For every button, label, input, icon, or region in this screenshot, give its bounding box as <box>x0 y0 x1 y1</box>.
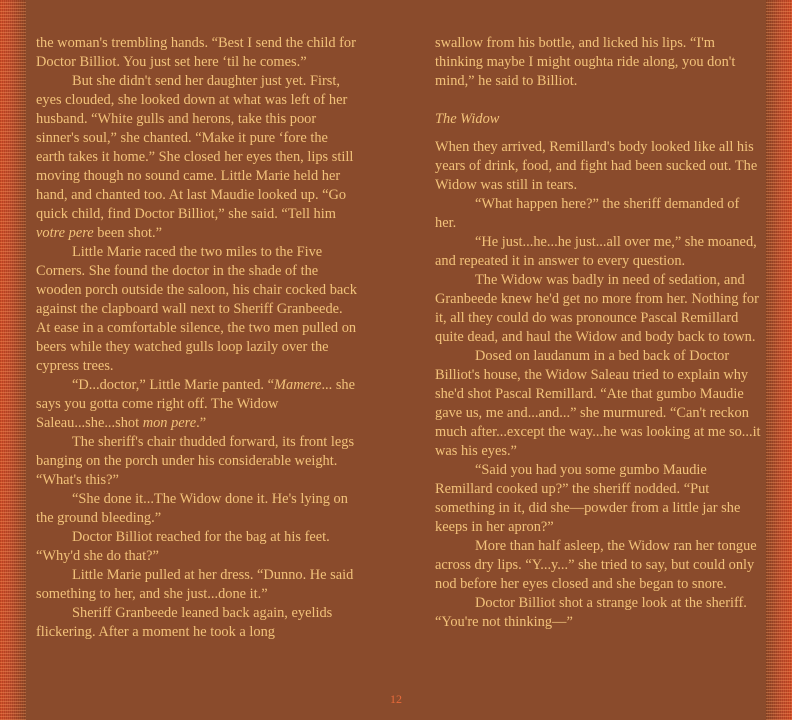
paragraph <box>36 376 358 433</box>
paragraph <box>36 566 358 604</box>
paragraph <box>36 528 358 566</box>
text-run: “D...doctor,” Little Marie panted. “ <box>72 377 275 393</box>
text-run: been shot.” <box>93 225 163 241</box>
paragraph <box>36 490 358 528</box>
paragraph <box>435 233 761 271</box>
paragraph <box>36 243 358 376</box>
right-text-column <box>435 34 761 632</box>
text-run: Sheriff Granbeede leaned back again, eyelids flickering. After a moment he took a long <box>36 605 333 640</box>
paragraph <box>36 72 358 243</box>
italic-text: votre pere <box>36 225 94 241</box>
text-run: swallow from his bottle, and licked his lips. “I'm thinking maybe I might oughta ride along, you don't mind,” he said to Billiot. <box>435 35 736 89</box>
text-run: Doctor Billiot shot a strange look at the sheriff. “You're not thinking—” <box>435 595 747 630</box>
text-run: The sheriff's chair thudded forward, its front legs banging on the porch under his considerable weight. “What's this?” <box>36 434 355 488</box>
text-run: “What happen here?” the sheriff demanded of her. <box>435 196 740 231</box>
text-run: Dosed on laudanum in a bed back of Doctor Billiot's house, the Widow Saleau tried to explain why she'd shot Pascal Remillard. “Ate that gumbo Maudie gave us, me and...and...” she murmured. “Can't reckon much after...except the way...he was looking at me so...it was his eyes.” <box>435 348 761 459</box>
italic-text: mon pere <box>142 415 197 431</box>
text-run: Little Marie pulled at her dress. “Dunno. He said something to her, and she just...done it.” <box>36 567 354 602</box>
right-page-edge <box>766 0 792 720</box>
paragraph <box>435 195 761 233</box>
paragraph <box>435 34 761 91</box>
text-run: Doctor Billiot reached for the bag at his feet. “Why'd she do that?” <box>36 529 330 564</box>
text-run: “She done it...The Widow done it. He's lying on the ground bleeding.” <box>36 491 348 526</box>
left-page-edge <box>0 0 26 720</box>
text-run: “Said you had you some gumbo Maudie Remillard cooked up?” the sheriff nodded. “Put something in it, did she—powder from a little jar she keeps in her apron?” <box>435 462 741 535</box>
text-run: ... she says you gotta come right off. The Widow Saleau...she...shot <box>36 377 356 431</box>
text-run: The Widow was badly in need of sedation, and Granbeede knew he'd get no more from her. Nothing for it, all they could do was pronounce Pascal Remillard quite dead, and haul the Widow and body back to town. <box>435 272 759 345</box>
text-run: “He just...he...he just...all over me,” she moaned, and repeated it in answer to every question. <box>435 234 757 269</box>
paragraph <box>435 461 761 537</box>
paragraph <box>36 604 358 642</box>
paragraph <box>435 138 761 195</box>
text-run: .” <box>196 415 207 431</box>
page-number: 12 <box>390 692 402 706</box>
text-run: When they arrived, Remillard's body looked like all his years of drink, food, and fight had been sucked out. The Widow was still in tears. <box>435 139 758 193</box>
text-run: Little Marie raced the two miles to the Five Corners. She found the doctor in the shade of the wooden porch outside the saloon, his chair cocked back against the clapboard wall next to Sheriff Granbeede. At ease in a comfortable silence, the two men pulled on beers while they watched gulls loop lazily over the cypress trees. <box>36 244 357 374</box>
text-run: The Widow <box>435 111 500 127</box>
paragraph <box>435 347 761 461</box>
section-heading <box>435 110 761 129</box>
italic-text: Mamere <box>274 377 322 393</box>
paragraph <box>435 271 761 347</box>
text-run: But she didn't send her daughter just yet. First, eyes clouded, she looked down at what was left of her husband. “White gulls and herons, take this poor sinner's soul,” she chanted. “Make it pure ‘fore the earth takes it home.” She closed her eyes then, lips still moving though no sound came. Little Marie held her hand, and chanted too. At last Maudie looked up. “Go quick child, find Doctor Billiot,” she said. “Tell him <box>36 73 354 222</box>
paragraph <box>36 34 358 72</box>
text-run: More than half asleep, the Widow ran her tongue across dry lips. “Y...y...” she tried to say, but could only nod before her eyes closed and she began to snore. <box>435 538 757 592</box>
paragraph <box>36 433 358 490</box>
paragraph <box>435 537 761 594</box>
left-text-column <box>36 34 358 642</box>
paragraph <box>435 594 761 632</box>
text-run: the woman's trembling hands. “Best I send the child for Doctor Billiot. You just set here ‘til he comes.” <box>36 35 356 70</box>
